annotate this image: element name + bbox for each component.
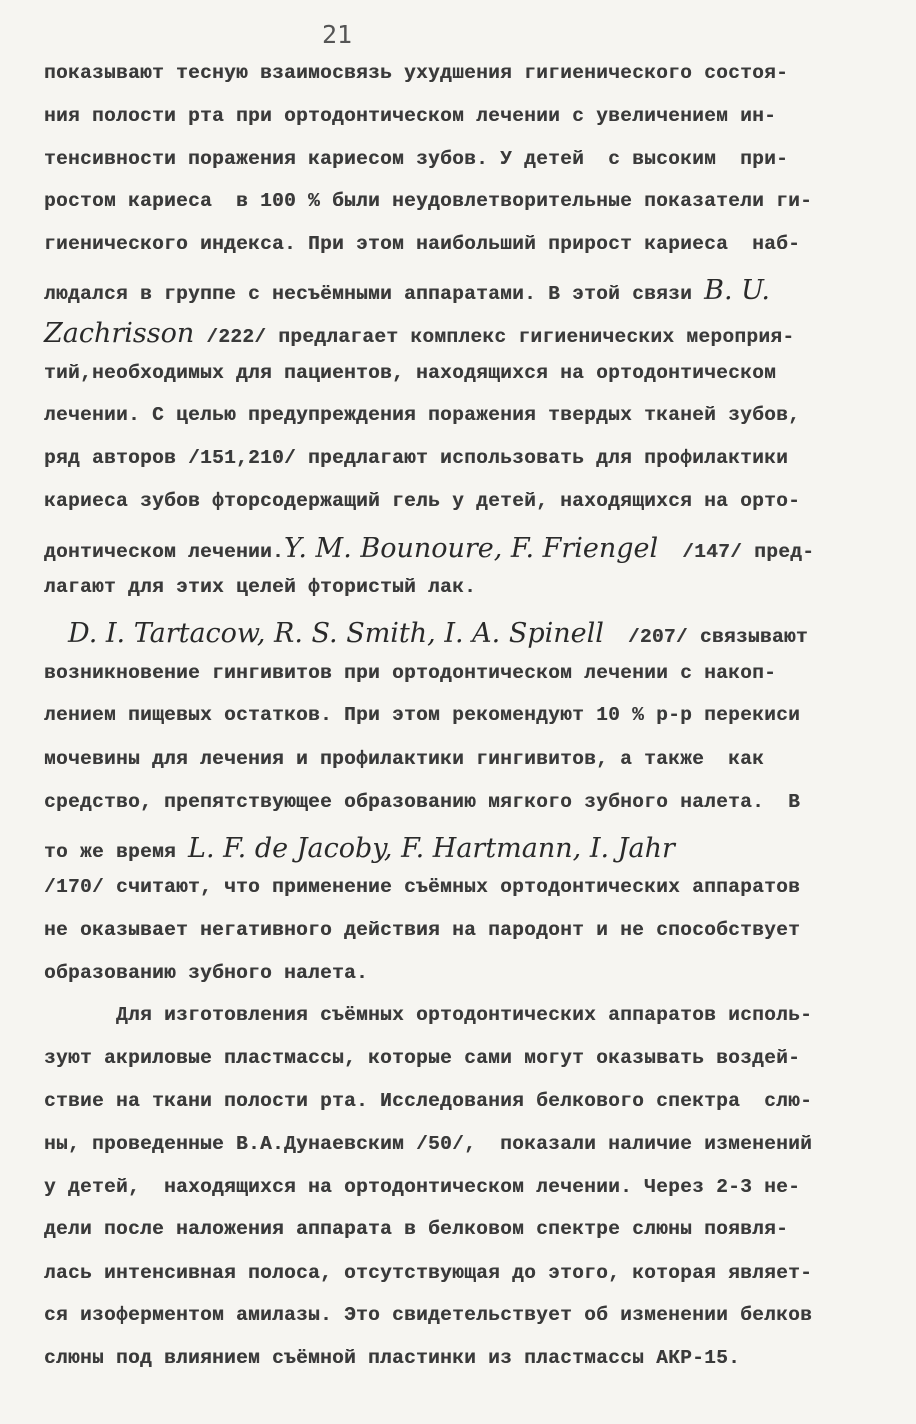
handwritten-author-names: D. I. Tartacow, R. S. Smith, I. A. Spinell: [68, 618, 604, 649]
text-line: [44, 704, 800, 726]
text-line: [44, 190, 812, 212]
typed-text: средство, препятствующее образованию мягкого зубного налета. В: [44, 791, 801, 813]
typed-text: людался в группе с несъёмными аппаратами. В этой связи: [44, 283, 705, 305]
typed-text: /222/ предлагает комплекс гигиенических мероприя-: [194, 326, 795, 348]
page-number: 21: [322, 20, 353, 49]
text-line: [44, 876, 800, 898]
typed-text: Для изготовления съёмных ортодонтических аппаратов исполь-: [44, 1004, 813, 1026]
typed-text: тенсивности поражения кариесом зубов. У детей с высоким при-: [44, 148, 789, 170]
typed-text: у детей, находящихся на ортодонтическом лечении. Через 2-3 не-: [44, 1176, 801, 1198]
typed-text: образованию зубного налета.: [44, 962, 369, 984]
typed-text: возникновение гингивитов при ортодонтическом лечении с накоп-: [44, 662, 777, 684]
typed-text: донтическом лечении.: [44, 541, 285, 563]
typed-text: то же время: [44, 841, 189, 863]
text-line: [44, 618, 808, 649]
text-line: [44, 919, 800, 941]
typed-text: не оказывает негативного действия на пародонт и не способствует: [44, 919, 801, 941]
text-line: [44, 105, 776, 127]
text-line: [44, 1176, 800, 1198]
typed-text: /207/ связывают: [603, 626, 808, 648]
handwritten-author-names: B. U.: [704, 275, 770, 306]
text-line: [44, 275, 770, 306]
typed-text: /147/ пред-: [658, 541, 815, 563]
typed-text: ны, проведенные В.А.Дунаевским /50/, показали наличие изменений: [44, 1133, 813, 1155]
typed-text: лась интенсивная полоса, отсутствующая до этого, которая являет-: [44, 1262, 813, 1284]
text-line: [44, 1090, 812, 1112]
handwritten-author-names: L. F. de Jacoby, F. Hartmann, I. Jahr: [188, 833, 675, 864]
handwritten-author-names: Y. M. Bounoure, F. Friengel: [284, 533, 659, 564]
typed-text: тий,необходимых для пациентов, находящихся на ортодонтическом: [44, 362, 777, 384]
typed-text: ся изоферментом амилазы. Это свидетельствует об изменении белков: [44, 1304, 813, 1326]
typed-text: показывают тесную взаимосвязь ухудшения гигиенического состоя-: [44, 62, 789, 84]
text-line: [44, 1218, 788, 1240]
text-line: [44, 362, 776, 384]
text-line: [44, 833, 675, 864]
typed-text: зуют акриловые пластмассы, которые сами могут оказывать воздей-: [44, 1047, 801, 1069]
typed-text: [44, 626, 68, 648]
text-line: [44, 748, 764, 770]
text-line: [44, 1133, 812, 1155]
text-line: [44, 1304, 812, 1326]
typed-text: лением пищевых остатков. При этом рекомендуют 10 % р-р перекиси: [44, 704, 801, 726]
text-line: [44, 576, 476, 598]
text-line: [44, 962, 368, 984]
text-line: [44, 447, 788, 469]
text-line: [44, 533, 814, 564]
text-line: [44, 490, 800, 512]
text-line: [44, 233, 800, 255]
text-line: [44, 1004, 812, 1026]
text-line: [44, 404, 800, 426]
typed-text: гиенического индекса. При этом наибольший прирост кариеса наб-: [44, 233, 801, 255]
text-line: [44, 662, 776, 684]
typed-text: дели после наложения аппарата в белковом спектре слюны появля-: [44, 1218, 789, 1240]
handwritten-author-names: Zachrisson: [44, 318, 195, 349]
typed-text: ряд авторов /151,210/ предлагают использовать для профилактики: [44, 447, 789, 469]
typed-text: ростом кариеса в 100 % были неудовлетворительные показатели ги-: [44, 190, 813, 212]
text-line: [44, 1262, 812, 1284]
typed-text: /170/ считают, что применение съёмных ортодонтических аппаратов: [44, 876, 801, 898]
typed-text: лагают для этих целей фтористый лак.: [44, 576, 477, 598]
text-line: [44, 1047, 800, 1069]
text-line: [44, 1347, 740, 1369]
typed-text: ствие на ткани полости рта. Исследования белкового спектра слю-: [44, 1090, 813, 1112]
typed-text: слюны под влиянием съёмной пластинки из пластмассы АКР-15.: [44, 1347, 741, 1369]
typed-text: ния полости рта при ортодонтическом лечении с увеличением ин-: [44, 105, 777, 127]
text-line: [44, 62, 788, 84]
text-line: [44, 148, 788, 170]
text-line: [44, 791, 800, 813]
typed-text: мочевины для лечения и профилактики гингивитов, а также как: [44, 748, 765, 770]
typed-text: лечении. С целью предупреждения поражения твердых тканей зубов,: [44, 404, 801, 426]
typed-text: кариеса зубов фторсодержащий гель у детей, находящихся на орто-: [44, 490, 801, 512]
text-line: [44, 318, 794, 349]
